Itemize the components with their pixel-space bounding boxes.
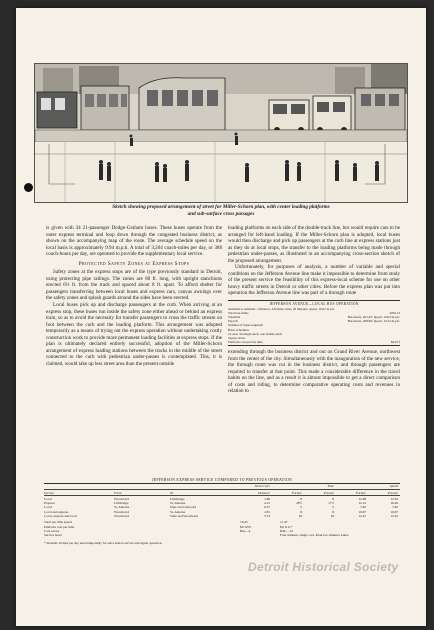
left-column xyxy=(46,225,222,367)
express-total-present: P.M.—12 xyxy=(280,528,294,533)
express-header-cell: Present xyxy=(387,490,398,495)
express-total-present: 11.47 xyxy=(280,520,288,525)
group-header-distance: Street Cars xyxy=(254,484,270,489)
express-total-former: Bus—4 xyxy=(240,528,251,533)
left-paragraph-2: Safety zones at the express stops are of the type previously standard in Detroit, using protecting pipe railings. The zones are 88 ft. long, with upright stanchions erected 6½ ft. from the track and spaced about 8 ft. apart. To afford shelter for passengers transferring between local buses and express cars, canvas awnings over the safety zones and splash guards around the sides have been erected. xyxy=(46,269,222,302)
illustration-caption xyxy=(56,204,386,217)
right-paragraph-2: Unfortunately, for purposes of analysis, a number of variable and special conditions on the Jefferson Avenue line make it impossible to determine from study of the present service the feasibility of this express-local scheme for use on other heavy traffic streets in Detroit or other cities. Before the express plan was put into operation the Jefferson Avenue line was part of a through route xyxy=(228,264,400,297)
express-cell: Local xyxy=(44,496,52,501)
express-cell: 17½ xyxy=(328,501,334,506)
express-cell: 4.15 xyxy=(264,501,270,506)
express-cell: 5 xyxy=(300,505,302,510)
express-cell: 7.00 xyxy=(360,505,366,510)
express-cell: 16.49 xyxy=(390,501,398,506)
group-header-speed: Speed xyxy=(389,484,398,489)
express-cell: State and Woodward xyxy=(170,514,199,519)
local-bus-table-rows xyxy=(228,307,400,344)
local-bus-row-label: Total bus-miles xyxy=(228,311,249,316)
express-cell: Lillibridge xyxy=(114,501,129,506)
local-bus-row-label: Number of buses required: xyxy=(228,323,264,328)
express-total-former: $0.1255 xyxy=(240,524,252,529)
local-bus-row-value: Bus-hours, 261.45; Speed, 10.63 m.p.h. xyxy=(347,315,400,320)
express-cell: 8 xyxy=(300,509,302,514)
document-page xyxy=(16,8,426,626)
express-total-label: Cars saved xyxy=(44,528,59,533)
express-total-former xyxy=(240,533,280,537)
left-paragraph-3: Local buses pick up and discharge passengers at the curb. When arriving at an express stop, these buses run inside the safety zone either ahead or behind an express train, so as to avoid the necessity for transfer passengers to cross the traffic stream on foot between the curb and the loading platform. This arrangement was adopted temporarily as a means of trying out the express operation without undertaking costly construction work to provide more permanent loading facilities at express stops. If the plan is ultimately declared entirely successful, adoption of the Miller-Schorn arrangement of express loading stations between the tracks in the middle of the street connected to the curb with pedestrian under-passes is contemplated. This, it is claimed, would take up less street area than the present outside xyxy=(46,302,222,367)
express-cell: 10.67 xyxy=(390,509,398,514)
express-cell: St. Antoine xyxy=(170,509,186,514)
express-cell: Woodward xyxy=(114,514,129,519)
express-row xyxy=(44,514,400,518)
local-bus-row-label: Payroll xyxy=(228,319,238,324)
express-cell: Local xyxy=(44,505,52,510)
express-cell: State and Griswold xyxy=(170,505,196,510)
express-rows xyxy=(44,497,400,518)
express-total-row xyxy=(44,533,400,537)
local-bus-row-label: Spares, three xyxy=(228,335,246,340)
right-column xyxy=(228,225,400,395)
right-paragraph-1: loading platforms on each side of the double-track line, but would require cars to be arranged for left-hand loading. If the Miller-Schorn plan is adopted, local buses would then discharge and pick up passengers at the curb line at express stations just as they do at local stops, the transfer to the loading platforms being made through pedestrian under-passes, as illustrated in an accompanying cross-section sketch of the proposed arrangement. xyxy=(228,225,400,264)
express-cell: 5 xyxy=(332,505,334,510)
express-footnote: * Includes 10 men per day used temporarily for extra station service and signal operation. xyxy=(44,540,163,545)
express-cell: Local and express xyxy=(44,509,69,514)
express-cell: 10.67 xyxy=(358,509,366,514)
bus-center-right xyxy=(269,100,309,133)
express-header-cell: Former xyxy=(291,490,302,495)
streetcar-left xyxy=(37,92,77,128)
local-bus-row-label: Schedule xyxy=(228,315,241,320)
local-bus-row-label: 21-seat, 34 single-deck, one double-deck xyxy=(228,331,283,336)
watermark: Detroit Historical Society xyxy=(248,560,399,574)
express-cell: 1.81 xyxy=(264,509,270,514)
local-bus-row-label: Basic schedules xyxy=(228,327,249,332)
express-comparison-table xyxy=(44,478,400,545)
binder-hole xyxy=(24,183,33,192)
express-group-header-row xyxy=(44,484,400,489)
local-bus-row-label: Terminal to terminal—Distance, 4.8 miles; time, 29 minutes; speed, 10.67 m.p.h. xyxy=(228,307,335,312)
local-bus-row-value: $0.071 xyxy=(390,339,400,344)
express-cell: 12.52 xyxy=(390,514,398,519)
express-header-row xyxy=(44,491,400,496)
express-cell: Express xyxy=(44,501,55,506)
express-cell: 7.00 xyxy=(392,505,398,510)
express-cell: Local, express and local xyxy=(44,514,77,519)
express-cell: Woodward xyxy=(114,509,129,514)
local-bus-row xyxy=(228,340,400,344)
caption-line-2: and sub-surface cross passages xyxy=(187,210,255,217)
express-total-former: 16.45 xyxy=(240,520,248,525)
street-illustration xyxy=(34,63,408,203)
right-paragraph-3: extending through the business district and out on Grand River Avenue, northwest from the center of the city. Simultaneously with the inauguration of the new service, the through route was cut in the business district, and through passengers are required to transfer at that point. This made a considerable difference in the travel habits on the line, and as a result it is almost impossible to get a direct comparison of costs and riding, to determine comparative operating costs and revenues in relation to xyxy=(228,348,400,395)
express-header-cell: Distance xyxy=(257,490,270,495)
local-bus-row-value: 3204.13 xyxy=(389,311,400,316)
express-cell: 3.74 xyxy=(264,514,270,519)
express-cell: Lillibridge xyxy=(170,496,185,501)
local-bus-row-label: Platform cost per bus mile xyxy=(228,339,263,344)
bus-right xyxy=(313,96,351,133)
streetcar-center-left xyxy=(81,86,129,130)
express-header-cell: Former xyxy=(355,490,366,495)
express-total-label: Service head xyxy=(44,533,62,538)
express-cell: 12.94 xyxy=(390,496,398,501)
express-cell: 18 xyxy=(298,514,302,519)
express-cell: 1.88 xyxy=(264,496,270,501)
express-total-label: Total per time speed xyxy=(44,520,72,525)
local-bus-table-title: JEFFERSON AVENUE—LOCAL BUS OPERATION xyxy=(269,302,359,307)
express-cell: 8 xyxy=(332,509,334,514)
express-total-label: Platform cost per mile xyxy=(44,524,75,529)
express-header-cell: Service xyxy=(44,490,54,495)
express-cell: 8 xyxy=(300,496,302,501)
streetcar-right xyxy=(355,88,405,130)
express-cell: St. Antoine xyxy=(114,505,130,510)
group-header-time: Time xyxy=(327,484,334,489)
express-cell: 28½ xyxy=(296,501,302,506)
section-heading: Protected Safety Zones at Express Stops xyxy=(78,260,190,267)
left-paragraph-1: is given with 34 21-passenger Dodge-Graham buses. These buses operate from the outer express terminal and loop down through the congested business district, as shown on the accompanying map of the route. The average schedule speed on the local basis is approximately 9.94 m.p.h. A total of 3,204 coach-miles per day, or 388 coach-hours per day, are operated to provide the supplementary local service. xyxy=(46,225,222,258)
caption-line-1: Sketch showing proposed arrangement of street for Miller-Schorn plan, with center loading platforms xyxy=(112,204,330,210)
streetcar-center xyxy=(139,78,225,130)
express-cell: 12.47 xyxy=(358,514,366,519)
express-totals xyxy=(44,520,400,537)
express-total-present: $0.1111* xyxy=(280,524,293,529)
express-header-cell: Present xyxy=(323,490,334,495)
express-cell: Woodward xyxy=(114,496,129,501)
express-header-cell: From xyxy=(114,490,122,495)
express-cell: 12.98 xyxy=(358,496,366,501)
express-table-title: JEFFERSON EXPRESS SERVICE COMPARED TO PREVIOUS OPERATION xyxy=(44,478,400,484)
express-header-cell: To xyxy=(170,490,174,495)
express-cell: 12.14 xyxy=(358,501,366,506)
express-cell: 18 xyxy=(330,514,334,519)
local-bus-row-value: Bus-hours, 268.99; Speed, 10.22 m.p.h. xyxy=(347,319,400,324)
express-total-present: Four minutes, single cars. Peak two minutes trains. xyxy=(280,533,350,538)
express-cell: St. Antoine xyxy=(170,501,186,506)
street-sketch xyxy=(35,64,407,202)
local-bus-table xyxy=(228,300,400,346)
express-cell: 0.57 xyxy=(264,505,270,510)
express-cell: 8 xyxy=(332,496,334,501)
